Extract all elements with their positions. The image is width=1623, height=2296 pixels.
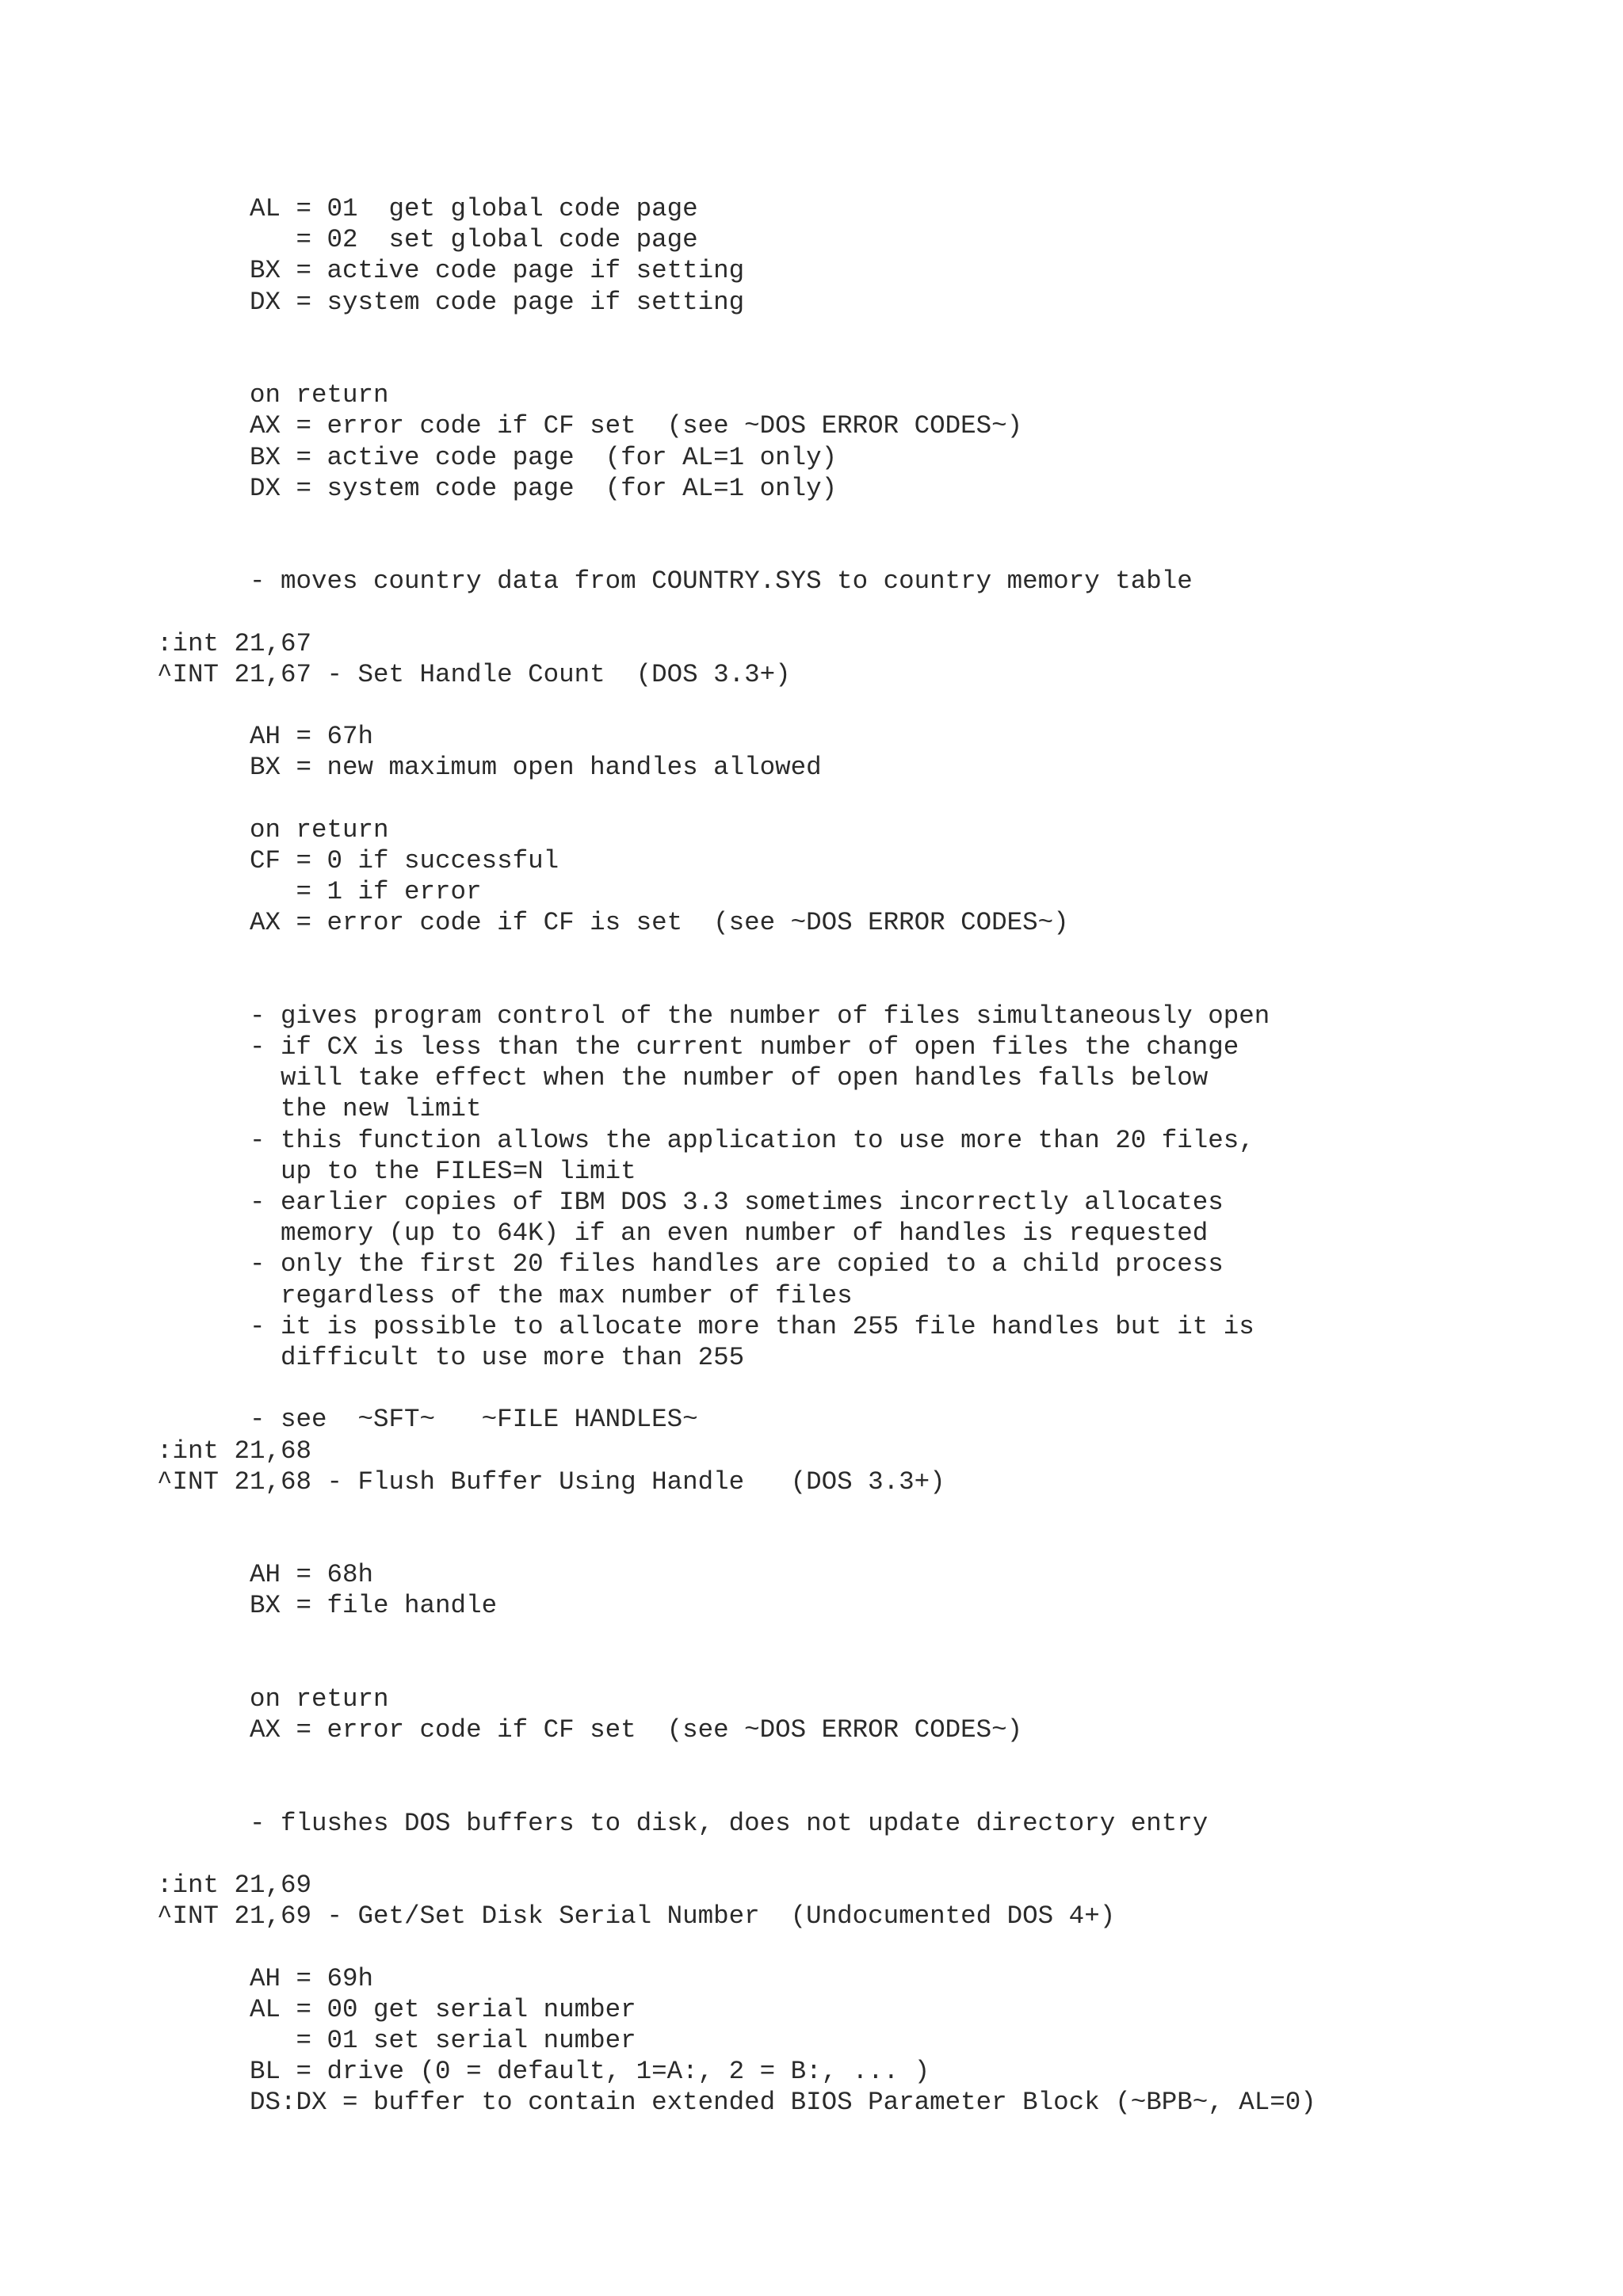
document-line: DS:DX = buffer to contain extended BIOS Parameter Block (~BPB~, AL=0) xyxy=(157,2088,1316,2118)
document-line: AH = 67h xyxy=(157,722,374,752)
document-line: - flushes DOS buffers to disk, does not update directory entry xyxy=(157,1808,1209,1838)
document-line: - see ~SFT~ ~FILE HANDLES~ xyxy=(157,1405,698,1435)
document-line: :int 21,69 xyxy=(157,1871,312,1901)
document-line xyxy=(157,1745,1316,1776)
document-line: memory (up to 64K) if an even number of handles is requested xyxy=(157,1219,1209,1249)
document-line: BX = new maximum open handles allowed xyxy=(157,753,822,783)
document-line: - if CX is less than the current number of open files the change xyxy=(157,1032,1239,1062)
document-line xyxy=(157,784,1316,814)
document-line: BX = active code page (for AL=1 only) xyxy=(157,442,838,472)
document-line xyxy=(157,318,1316,349)
document-line: BX = file handle xyxy=(157,1591,498,1621)
document-line xyxy=(157,535,1316,566)
document-line xyxy=(157,349,1316,379)
document-line: DX = system code page if setting xyxy=(157,287,745,317)
document-line xyxy=(157,939,1316,970)
document-line: the new limit xyxy=(157,1094,482,1124)
document-line: :int 21,68 xyxy=(157,1436,312,1466)
document-line xyxy=(157,1777,1316,1808)
document-line: BL = drive (0 = default, 1=A:, 2 = B:, ... ) xyxy=(157,2057,930,2087)
document-line: difficult to use more than 255 xyxy=(157,1342,745,1372)
document-line: = 02 set global code page xyxy=(157,225,698,255)
document-line: BX = active code page if setting xyxy=(157,256,745,286)
document-line xyxy=(157,504,1316,535)
document-line xyxy=(157,1839,1316,1870)
document-line: on return xyxy=(157,380,389,410)
document-line: up to the FILES=N limit xyxy=(157,1156,636,1186)
document-line xyxy=(157,1373,1316,1404)
document-line: on return xyxy=(157,1684,389,1714)
document-text xyxy=(157,193,1316,2119)
document-line: = 1 if error xyxy=(157,877,482,907)
document-line: regardless of the max number of files xyxy=(157,1280,853,1310)
document-line xyxy=(157,690,1316,721)
document-line: AH = 68h xyxy=(157,1560,374,1590)
document-line xyxy=(157,1497,1316,1528)
document-line: ^INT 21,69 - Get/Set Disk Serial Number (Undocumented DOS 4+) xyxy=(157,1901,1116,1932)
document-line: - this function allows the application to use more than 20 files, xyxy=(157,1125,1254,1155)
document-line: AX = error code if CF is set (see ~DOS ERROR CODES~) xyxy=(157,908,1069,938)
document-line: - gives program control of the number of files simultaneously open xyxy=(157,1001,1270,1031)
document-line: - earlier copies of IBM DOS 3.3 sometimes incorrectly allocates xyxy=(157,1188,1224,1217)
document-line: - it is possible to allocate more than 255 file handles but it is xyxy=(157,1311,1254,1341)
document-line: DX = system code page (for AL=1 only) xyxy=(157,473,838,503)
document-line xyxy=(157,597,1316,627)
document-line xyxy=(157,1653,1316,1684)
document-line xyxy=(157,970,1316,1001)
document-line: ^INT 21,67 - Set Handle Count (DOS 3.3+) xyxy=(157,659,791,689)
document-line: - only the first 20 files handles are copied to a child process xyxy=(157,1249,1224,1280)
document-line: ^INT 21,68 - Flush Buffer Using Handle (DOS 3.3+) xyxy=(157,1466,945,1497)
document-line: AL = 01 get global code page xyxy=(157,194,698,223)
document-line: - moves country data from COUNTRY.SYS to country memory table xyxy=(157,566,1193,597)
document-line xyxy=(157,1932,1316,1963)
document-line: AX = error code if CF set (see ~DOS ERROR CODES~) xyxy=(157,1715,1023,1745)
document-line: AL = 00 get serial number xyxy=(157,1994,636,2024)
document-line: = 01 set serial number xyxy=(157,2026,636,2056)
document-line: AX = error code if CF set (see ~DOS ERROR CODES~) xyxy=(157,411,1023,441)
document-line: will take effect when the number of open handles falls below xyxy=(157,1063,1209,1093)
document-line xyxy=(157,1622,1316,1653)
document-line: CF = 0 if successful xyxy=(157,845,559,875)
document-line: AH = 69h xyxy=(157,1963,374,1993)
document-line xyxy=(157,1528,1316,1559)
document-line: on return xyxy=(157,814,389,845)
document-line: :int 21,67 xyxy=(157,628,312,658)
